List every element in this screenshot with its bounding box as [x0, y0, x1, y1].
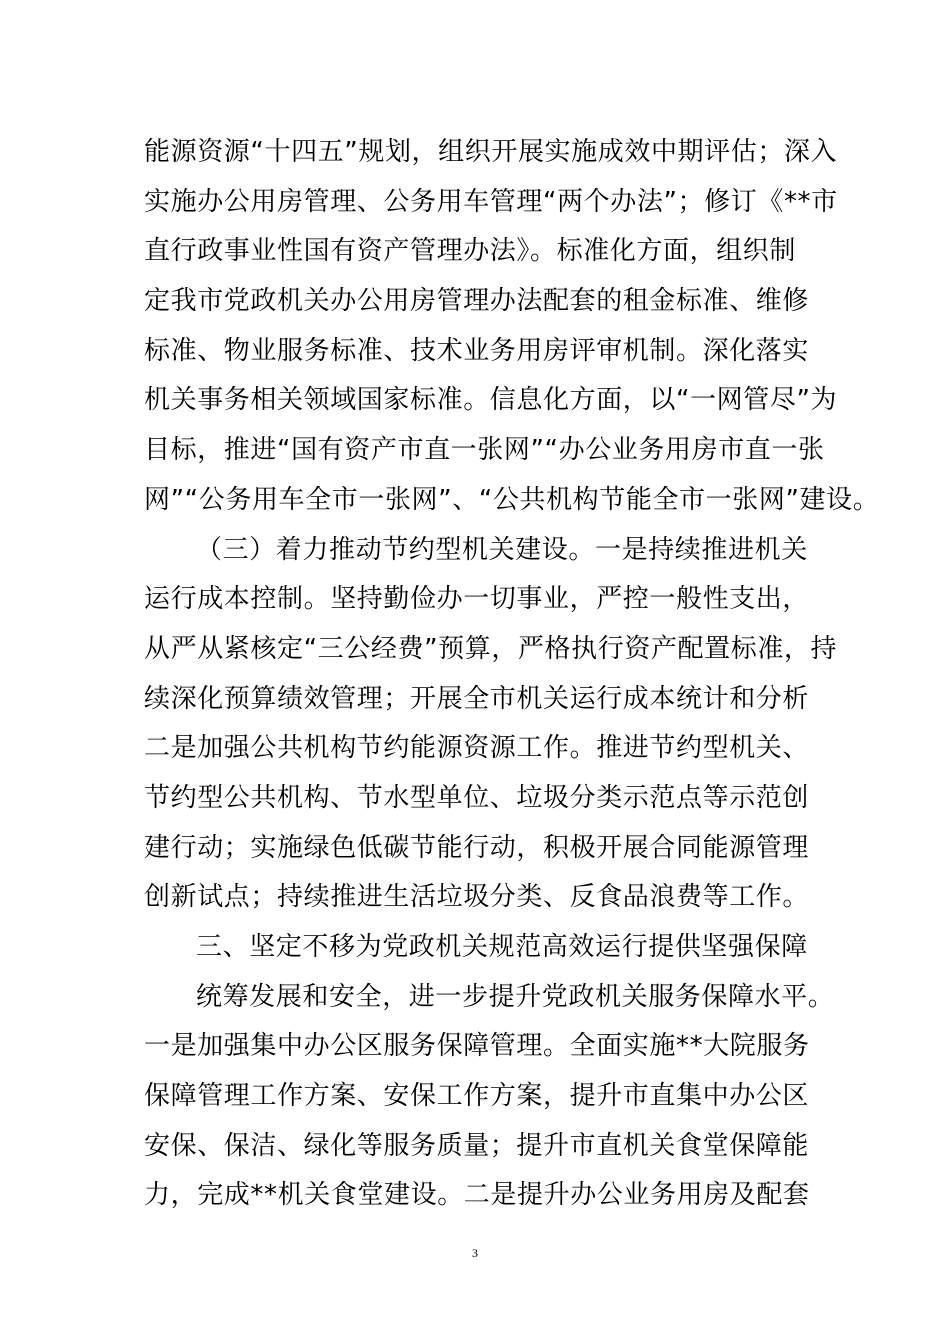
- text-line: 二是加强公共机构节约能源资源工作。推进节约型机关、: [144, 733, 810, 764]
- text-line: 标准、物业服务标准、技术业务用房评审机制。深化落实: [144, 335, 810, 366]
- text-line: 运行成本控制。坚持勤俭办一切事业，严控一般性支出，: [144, 584, 810, 615]
- text-line: 建行动；实施绿色低碳节能行动，积极开展合同能源管理: [144, 832, 810, 863]
- section-heading: 三、坚定不移为党政机关规范高效运行提供坚强保障: [196, 932, 808, 962]
- text-line: 续深化预算绩效管理；开展全市机关运行成本统计和分析: [144, 683, 810, 714]
- text-line: 力，完成**机关食堂建设。二是提升办公业务用房及配套: [144, 1180, 810, 1211]
- text-line: 节约型公共机构、节水型单位、垃圾分类示范点等示范创: [144, 782, 810, 813]
- text-line: 机关事务相关领域国家标准。信息化方面，以“一网管尽”为: [144, 385, 838, 416]
- text-line: 定我市党政机关办公用房管理办法配套的租金标准、维修: [144, 286, 810, 317]
- text-line: 实施办公用房管理、公务用车管理“两个办法”；修订《**市: [144, 186, 838, 217]
- text-line: 能源资源“十四五”规划，组织开展实施成效中期评估；深入: [144, 137, 838, 167]
- text-line: 创新试点；持续推进生活垃圾分类、反食品浪费等工作。: [144, 882, 810, 913]
- page-number: 3: [472, 1246, 478, 1260]
- section-heading-line: （三）着力推动节约型机关建设。一是持续推进机关: [196, 534, 808, 565]
- text-line: 安保、保洁、绿化等服务质量；提升市直机关食堂保障能: [144, 1130, 810, 1161]
- body-text: [144, 128, 880, 1221]
- text-line: 从严从紧核定“三公经费”预算，严格执行资产配置标准，持: [144, 633, 838, 664]
- text-line: 保障管理工作方案、安保工作方案，提升市直集中办公区: [144, 1081, 810, 1112]
- text-line: 网”“公务用车全市一张网”、“公共机构节能全市一张网”建设。: [144, 484, 880, 515]
- text-line: 直行政事业性国有资产管理办法》。标准化方面，组织制: [144, 236, 797, 267]
- text-line: 目标，推进“国有资产市直一张网”“办公业务用房市直一张: [144, 435, 825, 466]
- paragraph-start-line: 统筹发展和安全，进一步提升党政机关服务保障水平。: [196, 981, 835, 1012]
- text-line: 一是加强集中办公区服务保障管理。全面实施**大院服务: [144, 1031, 810, 1062]
